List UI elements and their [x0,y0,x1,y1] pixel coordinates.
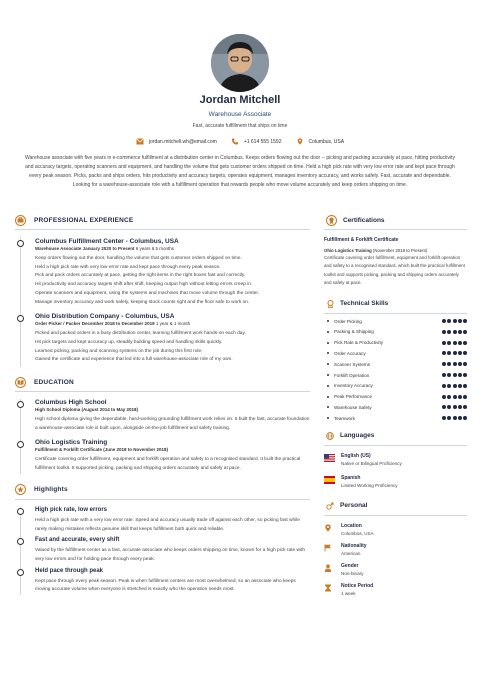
experience-title: PROFESSIONAL EXPERIENCE [34,216,134,224]
skill-level-dot [458,330,462,334]
duration-text: 1 year & 1 month [155,321,191,327]
skill-level-dot [447,384,451,388]
education-entry [35,399,310,433]
skill-level-dot [463,330,467,334]
spain-flag-icon [324,476,335,484]
hourglass-icon [324,584,332,592]
personal-key: Nationality [341,542,367,549]
flag-icon [324,544,332,552]
star-icon [15,484,26,495]
skill-level-dot [453,319,457,323]
issuer-text: Ohio Logistics Training [324,248,372,253]
education-description: Certificate covering order fulfillment, equipment and forklift operation and safety to a recognised standard. It built the practical fulfillment toolkit. It supported picking, packing and shipping orders accurately and safely at pace. [35,457,301,472]
gender-icon [326,502,334,510]
skill-level-dots [442,330,467,334]
skill-level-dot [458,395,462,399]
skill-level-dot [458,351,462,355]
bullet [327,374,329,376]
skill-name: Forklift Operation [334,372,370,378]
highlight-entry [35,568,310,595]
skill-row [324,316,467,327]
badge-icon [326,300,334,308]
contact-email[interactable] [136,138,217,145]
personal-value: Non-binary [341,570,364,576]
phone-text: +1 614 555 1592 [243,138,282,145]
divider [324,445,467,446]
timeline-dot [17,508,24,515]
left-column [15,212,310,595]
skill-level-dots [442,373,467,377]
skill-level-dot [463,341,467,345]
timeline-dot [17,401,24,408]
divider [15,229,310,230]
skill-level-dot [463,384,467,388]
skill-row [324,359,467,370]
skill-level-dot [442,405,446,409]
role-dates-text: Order Picker / Packer December 2018 to December 2019 [35,321,155,327]
highlight-description: Kept pace through every peak season. Peak is when fulfillment centers are most overwhelmed, so an associate who keeps moving accurate volume when everyone is stretched is exactly who the operation needs most. [35,578,296,593]
skill-level-dot [447,362,451,366]
skill-name: Peak Performance [334,394,373,400]
skill-level-dot [442,416,446,420]
contact-phone[interactable] [231,138,282,145]
skill-level-dot [447,319,451,323]
skill-row [324,326,467,337]
skill-row [324,380,467,391]
experience-timeline [20,236,310,367]
language-name: Spanish [341,474,361,481]
skill-row [324,337,467,348]
language-item [324,475,467,488]
skill-level-dot [458,373,462,377]
personal-item [324,583,467,596]
experience-entry [35,236,310,307]
education-section-header [15,374,310,390]
skill-name: Order Accuracy [334,350,366,356]
skill-level-dots [442,319,467,323]
divider [324,313,467,314]
skill-level-dots [442,362,467,366]
job-role-dates [35,321,310,326]
degree-dates: Fulfillment & Forklift Certificate (June 2018 to November 2018) [35,447,169,453]
skill-level-dots [442,416,467,420]
skill-level-dot [453,373,457,377]
skill-name: Inventory Accuracy [334,383,373,389]
personal-value: 1 week [341,590,356,596]
description-line: Pick and pack orders accurately at pace, getting the right items in the right boxes fast and correctly. [35,273,246,279]
skill-level-dot [458,341,462,345]
skill-level-dot [442,351,446,355]
education-title: EDUCATION [34,378,74,386]
bullet [327,331,329,333]
skill-level-dot [447,330,451,334]
skill-level-dot [442,395,446,399]
experience-section-header [15,212,310,228]
description-line: Picked and packed orders in a busy distribution center, learning fulfillment work hands-on each day. [35,331,246,337]
skill-level-dot [458,362,462,366]
contact-row [0,138,480,145]
skill-name: Scanner Systems [334,361,370,367]
divider [324,515,467,516]
timeline-dot [17,240,24,247]
job-description [35,255,310,307]
duration-text: 6 years 6.5 months [135,246,175,251]
description-line: Learned picking, packing and scanning systems on the job during this first role. [35,348,203,354]
personal-key: Notice Period [341,582,374,589]
skill-level-dot [458,416,462,420]
personal-item [324,563,467,576]
skill-level-dot [463,373,467,377]
language-level: Limited Working Proficiency [341,482,398,488]
bullet [327,396,329,398]
skill-level-dot [442,330,446,334]
degree-dates: High School Diploma (August 2014 to May 2018) [35,407,139,413]
skill-level-dot [453,384,457,388]
skill-level-dots [442,341,467,345]
divider [15,499,310,500]
skill-name: Warehouse Safety [334,404,372,410]
language-name: English (US) [341,452,371,459]
highlights-title: Highlights [34,486,68,494]
certificate-name: Fulfillment & Forklift Certificate [324,237,399,243]
skill-level-dots [442,384,467,388]
skill-level-dot [458,384,462,388]
skills-title: Technical Skills [340,300,389,308]
skill-level-dot [447,416,451,420]
certificate-description: Certificate covering order fulfillment, equipment and forklift operation and safety to a recognised standard, which built the practical fulfillment toolkit and supports picking, packing and shipping orders accurately and safely at pace. [324,255,465,286]
skill-level-dot [447,373,451,377]
education-entry [35,439,310,473]
skill-level-dot [442,384,446,388]
divider [324,229,467,230]
description-line: Hit pick targets and kept accuracy up, steadily building speed and handling skills quickly. [35,339,223,345]
school-title: Ohio Logistics Training [35,439,108,447]
skills-section-header [324,296,467,312]
timeline-dot [17,538,24,545]
skill-level-dot [447,341,451,345]
highlights-timeline [20,507,310,595]
description-line: Manage inventory accuracy and work safely, keeping stock counts right and the floor safe to work on. [35,299,250,305]
certifications-title: Certifications [343,216,385,224]
employer-title: Ohio Distribution Company - Columbus, USA [35,313,175,321]
phone-icon [231,138,239,145]
bullet [327,320,329,322]
personal-section-header [324,498,467,514]
person-icon [324,564,332,572]
bullet [327,352,329,354]
us-flag-icon [324,454,335,462]
bullet [327,342,329,344]
highlight-title: High pick rate, low errors [35,506,108,513]
candidate-name: Jordan Mitchell [199,94,281,106]
personal-item [324,543,467,556]
bullet [327,406,329,408]
skill-level-dot [447,405,451,409]
personal-title: Personal [340,502,368,510]
candidate-tagline: Fast, accurate fulfillment that ships on time [192,123,288,129]
language-item [324,453,467,466]
certificate-dates: (November 2018 to Present) [372,248,428,253]
location-pin-icon [324,524,332,532]
skills-list [324,316,467,424]
skill-level-dot [458,319,462,323]
description-line: Gained the certificate and experience that led into a full warehouse-associate role of my own. [35,357,233,363]
job-description [35,330,310,365]
skill-level-dot [463,405,467,409]
skill-name: Order Picking [334,318,362,324]
timeline-dot [17,569,24,576]
languages-section-header [324,428,467,444]
summary-paragraph: Warehouse associate with five years in e-commerce fulfillment at a distribution center in Columbus. Keeps orders flowing out the door -- picking and packing accurately at pace, hitting productivity and accuracy targets, operating scanners and equipment, and handling the volume that gets customer orders shipped on time. Held a high pick rate with very low error rate and kept pace through every peak season. Picks, packs and ships orders, hits productivity and accuracy targets, operates equipment, manages inventory accuracy, and works safely. Fast, accurate and dependable. Looking for a warehouse-associate role with a fulfillment operation that rewards people who move volume accurately and keep orders shipping on time. [24,155,456,188]
education-description: High school diploma giving the dependable, hard-working grounding fulfillment work relies on. It built the fast, accurate foundation a warehouse-associate role is built upon, alongside on-the-job fulfillment and safety training. [35,417,310,431]
skill-level-dot [453,330,457,334]
personal-item [324,523,467,536]
skill-level-dot [463,362,467,366]
bullet [327,363,329,365]
skill-level-dot [463,395,467,399]
candidate-role: Warehouse Associate [208,111,272,118]
book-icon [15,377,26,388]
personal-key: Gender [341,562,359,569]
skill-level-dot [442,341,446,345]
highlight-title: Fast and accurate, every shift [35,537,120,544]
skill-level-dots [442,395,467,399]
experience-entry [35,313,310,365]
certificate-issuer [324,248,467,253]
skill-name: Pick Rate & Productivity [334,340,384,346]
skill-name: Packing & Shipping [334,329,374,335]
highlights-section-header [15,482,310,498]
skill-level-dot [463,319,467,323]
email-text: jordan.mitchell.wh@email.com [148,138,217,145]
job-role-dates [35,246,310,251]
skill-level-dot [453,341,457,345]
skill-level-dot [458,405,462,409]
globe-icon [326,432,334,440]
briefcase-icon [15,215,26,226]
role-dates-text: Warehouse Associate January 2020 to Present [35,246,135,251]
highlight-entry [35,507,310,534]
location-text: Columbus, USA [308,138,345,145]
skill-row [324,413,467,424]
skill-row [324,348,467,359]
school-title: Columbus High School [35,399,107,407]
skill-level-dots [442,351,467,355]
timeline-dot [17,315,24,322]
employer-title: Columbus Fulfillment Center - Columbus, USA [35,238,179,245]
description-line: Held a high pick rate with very low error rate and kept pace through every peak season. [35,264,221,270]
skill-level-dot [453,395,457,399]
skill-level-dot [453,362,457,366]
skill-level-dot [463,416,467,420]
skill-level-dot [453,416,457,420]
right-column [324,212,467,596]
highlight-title: Held pace through peak [35,567,104,574]
bullet [327,385,329,387]
profile-photo [211,34,269,92]
skill-level-dot [447,395,451,399]
location-pin-icon [296,138,304,145]
personal-key: Location [341,522,362,529]
description-line: Operate scanners and equipment, using the systems and machines that move volume through the center. [35,290,259,296]
contact-location [296,138,345,145]
skill-row [324,370,467,381]
divider [15,391,310,392]
skill-level-dots [442,405,467,409]
highlight-description: Held a high pick rate with a very low error rate. Speed and accuracy usually trade off against each other, so picking fast while rarely making mistakes reflects genuine skill that keeps fulfillment both quick and reliable. [35,517,300,532]
language-level: Native or Bilingual Proficiency [341,460,402,466]
timeline-dot [17,441,24,448]
personal-value: Columbus, USA [341,530,374,536]
description-line: Keep orders flowing out the door, handling the volume that gets customer orders shipped on time. [35,256,242,261]
email-icon [136,138,144,145]
languages-title: Languages [340,432,375,440]
personal-value: American [341,550,361,556]
skill-level-dot [463,351,467,355]
certifications-section-header [324,212,467,228]
skill-row [324,402,467,413]
skill-level-dot [442,319,446,323]
certificate-icon [326,215,337,226]
description-line: Hit productivity and accuracy targets shift after shift, keeping output high without letting errors creep in. [35,282,253,288]
highlight-entry [35,537,310,564]
highlight-description: Valued by the fulfillment center as a fast, accurate associate who keeps orders shipping on time, known for a high pick rate with very low errors and for holding pace through every peak. [35,548,306,562]
skill-level-dot [447,351,451,355]
skill-level-dot [442,373,446,377]
education-timeline [20,399,310,474]
skill-level-dot [453,351,457,355]
skill-level-dot [453,405,457,409]
bullet [327,417,329,419]
skill-level-dot [442,362,446,366]
skill-row [324,391,467,402]
skill-name: Teamwork [334,415,355,421]
